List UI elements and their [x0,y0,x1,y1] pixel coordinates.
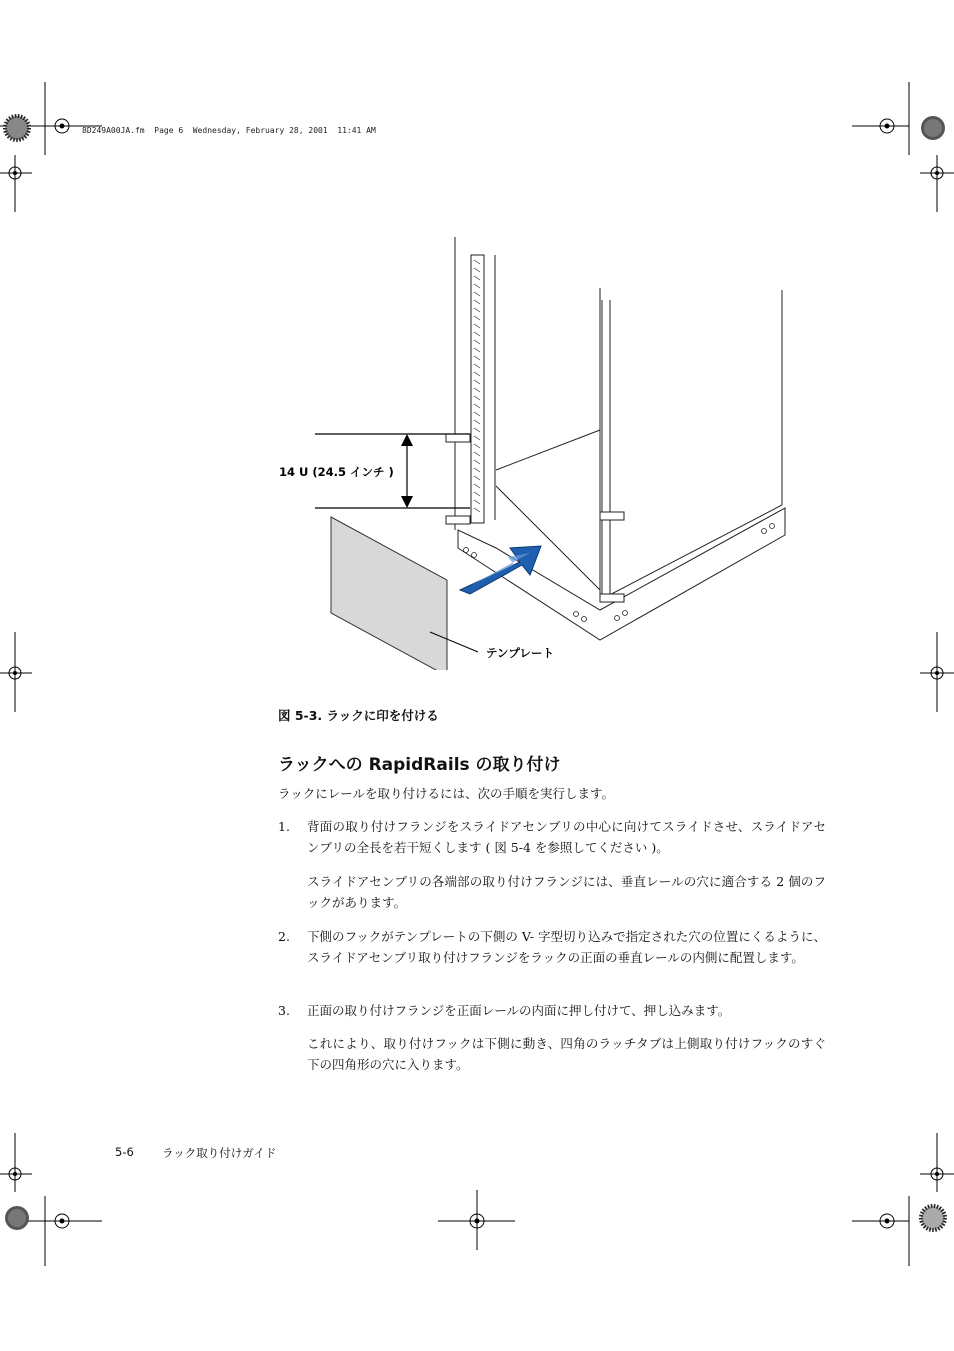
section-title: ラックへの RapidRails の取り付け [278,755,561,775]
rack-figure [270,230,810,670]
gray-target-top-right [921,116,945,140]
step-text: 背面の取り付けフランジをスライドアセンブリの中心に向けてスライドさせ、スライドアセンブリの全長を若干短くします ( 図 5-4 を参照してください )。 [307,819,826,855]
gray-target-bottom-left [5,1206,29,1230]
step-number: 1. [278,819,290,834]
step-1 [278,816,826,858]
print-header: 8D249A00JA.fm Page 6 Wednesday, February 28, 2001 11:41 AM [82,126,376,135]
page-number: 5-6 [115,1145,134,1159]
step-number: 2. [278,929,290,944]
step-text: 下側のフックがテンプレートの下側の V- 字型切り込みで指定された穴の位置にくるように、スライドアセンブリ取り付けフランジをラックの正面の垂直レールの内側に配置します。 [307,929,826,965]
section-intro: ラックにレールを取り付けるには、次の手順を実行します。 [278,786,615,801]
template-sheet [331,517,447,670]
step-number: 3. [278,1003,290,1018]
template-label: テンプレート [486,646,554,660]
step-2 [278,926,826,968]
page-footer [115,1145,277,1160]
starburst-target-bottom-right [921,1206,945,1230]
front-vertical-rail [471,255,484,523]
dimension-arrow-down [401,496,413,508]
dimension-arrow-up [401,434,413,446]
rack-side-panel [600,288,782,600]
step-text: 正面の取り付けフランジを正面レールの内面に押し付けて、押し込みます。 [307,1003,731,1018]
book-title: ラック取り付けガイド [162,1146,277,1160]
step-3 [278,1000,826,1021]
height-label: 14 U (24.5 インチ ) [279,465,394,479]
figure-caption: 図 5-3. ラックに印を付ける [278,708,439,723]
starburst-target-top-left [5,116,29,140]
step-3-note: これにより、取り付けフックは下側に動き、四角のラッチタブは上側取り付けフックのすぐ下の四角形の穴に入ります。 [307,1036,826,1072]
step-1-note: スライドアセンブリの各端部の取り付けフランジには、垂直レールの穴に適合する 2 個のフックがあります。 [307,874,826,910]
rack-back-inner [496,430,600,470]
